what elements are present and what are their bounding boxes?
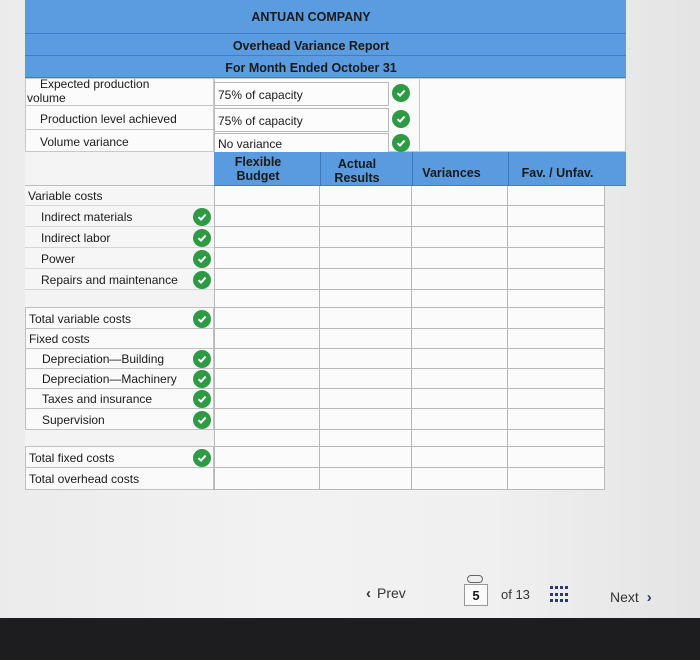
actual-results-input[interactable] xyxy=(320,447,412,468)
check-icon xyxy=(392,84,410,102)
variance-input[interactable] xyxy=(412,248,508,269)
row-label: Taxes and insurance xyxy=(42,392,153,406)
flexible-budget-input[interactable] xyxy=(214,468,320,490)
check-icon xyxy=(193,250,211,268)
flexible-header-line1: Flexible xyxy=(234,155,282,169)
blank-row xyxy=(25,430,214,447)
row-label-cell xyxy=(25,227,214,248)
company-name: ANTUAN COMPANY xyxy=(251,10,371,24)
check-icon xyxy=(193,390,211,408)
fav-unfav-input[interactable] xyxy=(508,269,605,290)
fav-unfav-input[interactable] xyxy=(508,186,605,206)
fav-unfav-input[interactable] xyxy=(508,308,605,329)
row-label: Total overhead costs xyxy=(29,472,140,486)
page-total: of 13 xyxy=(501,587,530,602)
fav-unfav-input[interactable] xyxy=(508,206,605,227)
row-label: Depreciation—Building xyxy=(42,352,165,366)
actual-results-input[interactable] xyxy=(320,409,412,430)
variance-input[interactable] xyxy=(412,206,508,227)
actual-results-input[interactable] xyxy=(320,329,412,349)
column-header-band-left xyxy=(25,152,214,186)
expected-production-label xyxy=(40,77,149,91)
flexible-budget-input[interactable] xyxy=(214,430,320,447)
check-icon xyxy=(193,449,211,467)
variance-input[interactable] xyxy=(412,409,508,430)
flexible-budget-input[interactable] xyxy=(214,269,320,290)
fav-unfav-input[interactable] xyxy=(508,447,605,468)
variance-input[interactable] xyxy=(412,468,508,490)
fav-unfav-input[interactable] xyxy=(508,468,605,490)
fav-unfav-input[interactable] xyxy=(508,248,605,269)
check-icon xyxy=(392,134,410,152)
actual-results-input[interactable] xyxy=(320,468,412,490)
fav-unfav-input[interactable] xyxy=(508,290,605,308)
blank-row xyxy=(25,290,214,308)
row-label: Power xyxy=(41,252,76,266)
expected-production-value: 75% of capacity xyxy=(218,88,303,102)
flexible-budget-input[interactable] xyxy=(214,389,320,409)
actual-results-input[interactable] xyxy=(320,349,412,369)
volume-variance-label: Volume variance xyxy=(40,135,129,149)
variance-table xyxy=(25,186,617,498)
variance-input[interactable] xyxy=(412,349,508,369)
flexible-budget-input[interactable] xyxy=(214,329,320,349)
flexible-budget-header xyxy=(218,155,298,183)
check-icon xyxy=(193,229,211,247)
flexible-budget-input[interactable] xyxy=(214,186,320,206)
row-label: Depreciation—Machinery xyxy=(42,372,177,386)
actual-results-input[interactable] xyxy=(320,248,412,269)
row-label-cell xyxy=(25,206,214,227)
check-icon xyxy=(193,310,211,328)
actual-results-input[interactable] xyxy=(320,227,412,248)
check-icon xyxy=(193,411,211,429)
link-icon xyxy=(467,575,483,583)
row-label-cell xyxy=(25,369,214,389)
volume-variance-value: No variance xyxy=(218,137,283,151)
fav-unfav-header: Fav. / Unfav. xyxy=(521,166,594,180)
next-label: Next xyxy=(610,589,639,605)
row-label: Indirect materials xyxy=(41,210,133,224)
flexible-budget-input[interactable] xyxy=(214,369,320,389)
variance-input[interactable] xyxy=(412,447,508,468)
flexible-budget-input[interactable] xyxy=(214,206,320,227)
row-label-cell xyxy=(25,349,214,369)
fav-unfav-input[interactable] xyxy=(508,409,605,430)
row-label-cell xyxy=(25,468,214,490)
check-icon xyxy=(193,271,211,289)
report-period: For Month Ended October 31 xyxy=(225,61,397,75)
row-label: Variable costs xyxy=(28,189,103,203)
row-label-cell xyxy=(25,186,214,206)
fav-unfav-input[interactable] xyxy=(508,329,605,349)
variance-input[interactable] xyxy=(412,329,508,349)
actual-results-input[interactable] xyxy=(320,206,412,227)
row-label-cell xyxy=(25,447,214,468)
info-divider xyxy=(25,105,214,106)
fav-unfav-input[interactable] xyxy=(508,349,605,369)
actual-results-input[interactable] xyxy=(320,430,412,447)
variance-input[interactable] xyxy=(412,430,508,447)
actual-results-input[interactable] xyxy=(320,269,412,290)
info-divider xyxy=(25,129,214,130)
expected-production-label-line1: Expected production xyxy=(40,77,150,91)
row-label: Repairs and maintenance xyxy=(41,273,178,287)
grid-icon[interactable] xyxy=(550,586,568,604)
info-right-panel xyxy=(420,78,626,152)
flexible-header-line2: Budget xyxy=(236,169,280,183)
variance-input[interactable] xyxy=(412,269,508,290)
actual-header-line2: Results xyxy=(334,171,380,185)
actual-results-input[interactable] xyxy=(320,308,412,329)
col-divider xyxy=(320,152,321,186)
check-icon xyxy=(392,110,410,128)
flexible-budget-input[interactable] xyxy=(214,447,320,468)
actual-header-line1: Actual xyxy=(337,157,377,171)
actual-results-input[interactable] xyxy=(320,369,412,389)
variance-input[interactable] xyxy=(412,369,508,389)
current-page: 5 xyxy=(472,587,480,603)
flexible-budget-input[interactable] xyxy=(214,248,320,269)
variance-input[interactable] xyxy=(412,290,508,308)
row-label: Total variable costs xyxy=(29,312,132,326)
row-label: Fixed costs xyxy=(29,332,90,346)
row-label-cell xyxy=(25,409,214,430)
row-label-cell xyxy=(25,269,214,290)
variance-input[interactable] xyxy=(412,308,508,329)
page-number-box[interactable] xyxy=(464,584,488,606)
next-button[interactable] xyxy=(610,586,670,608)
row-label-cell xyxy=(25,248,214,269)
actual-results-header xyxy=(322,157,392,185)
variances-header: Variances xyxy=(422,166,481,180)
row-label-cell xyxy=(25,308,214,329)
col-divider xyxy=(412,152,413,186)
prev-label: Prev xyxy=(377,585,406,601)
flexible-budget-input[interactable] xyxy=(214,308,320,329)
expected-production-label-line2: volume xyxy=(27,91,66,105)
variance-input[interactable] xyxy=(412,186,508,206)
check-icon xyxy=(193,208,211,226)
check-icon xyxy=(193,370,211,388)
chevron-right-icon: › xyxy=(646,588,652,606)
bottom-bar xyxy=(0,618,700,660)
col-divider xyxy=(508,152,509,186)
fav-unfav-input[interactable] xyxy=(508,227,605,248)
flexible-budget-input[interactable] xyxy=(214,409,320,430)
check-icon xyxy=(193,350,211,368)
report-title: Overhead Variance Report xyxy=(232,39,390,53)
flexible-budget-input[interactable] xyxy=(214,290,320,308)
variance-input[interactable] xyxy=(412,227,508,248)
chevron-left-icon: ‹ xyxy=(366,584,371,602)
actual-results-input[interactable] xyxy=(320,290,412,308)
production-achieved-value: 75% of capacity xyxy=(218,114,303,128)
flexible-budget-input[interactable] xyxy=(214,349,320,369)
fav-unfav-input[interactable] xyxy=(508,389,605,409)
production-achieved-label: Production level achieved xyxy=(40,112,177,126)
prev-button[interactable] xyxy=(366,582,426,604)
fav-unfav-input[interactable] xyxy=(508,369,605,389)
fav-unfav-input[interactable] xyxy=(508,430,605,447)
row-label-cell xyxy=(25,389,214,409)
actual-results-input[interactable] xyxy=(320,186,412,206)
row-label: Supervision xyxy=(42,413,105,427)
variance-input[interactable] xyxy=(412,389,508,409)
row-label-cell xyxy=(25,329,214,349)
row-label: Total fixed costs xyxy=(29,451,115,465)
actual-results-input[interactable] xyxy=(320,389,412,409)
flexible-budget-input[interactable] xyxy=(214,227,320,248)
row-label: Indirect labor xyxy=(41,231,111,245)
